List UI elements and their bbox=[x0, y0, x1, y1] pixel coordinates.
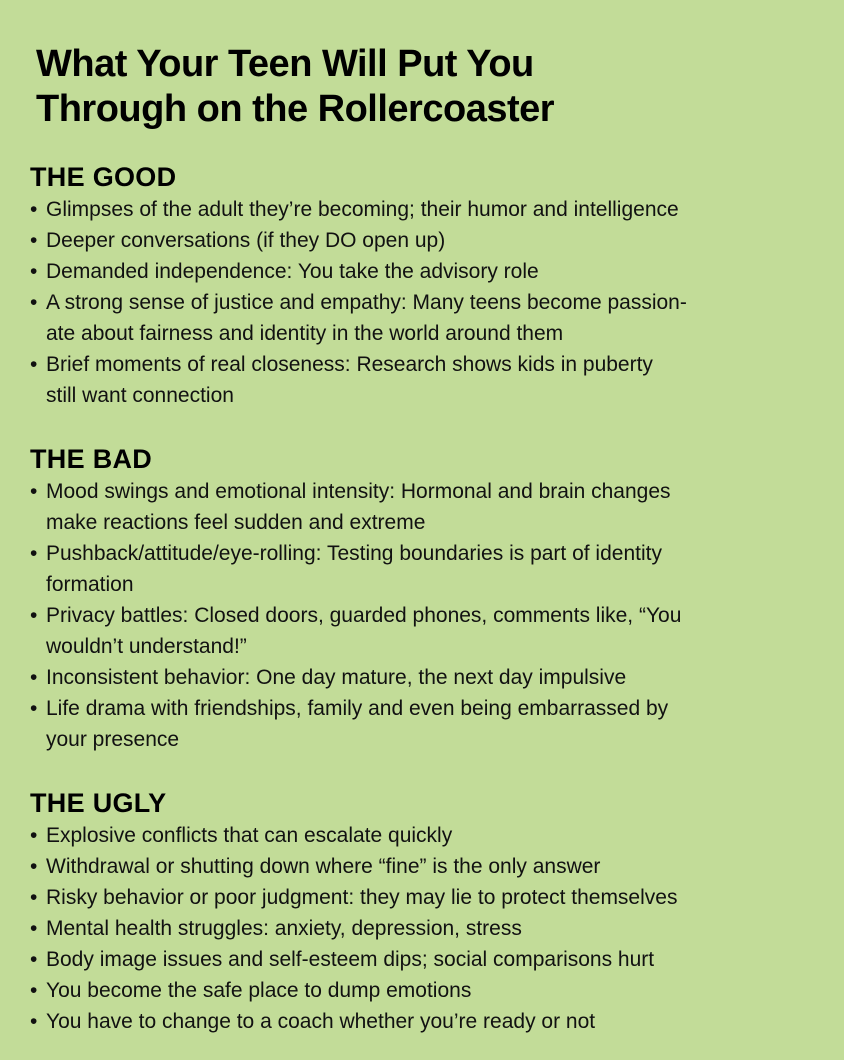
page-title-line-2: Through on the Rollercoaster bbox=[36, 88, 555, 130]
list-item-text-continued: wouldn’t understand!” bbox=[46, 635, 247, 658]
list-item-text: Body image issues and self-esteem dips; social comparisons hurt bbox=[46, 948, 655, 971]
section-heading-good: THE GOOD bbox=[30, 162, 177, 192]
list-item bbox=[30, 287, 820, 349]
list-item bbox=[30, 1006, 820, 1037]
list-item-text: Privacy battles: Closed doors, guarded phones, comments like, “You bbox=[46, 604, 682, 627]
list-item bbox=[30, 600, 820, 662]
list-item-text: Mood swings and emotional intensity: Hormonal and brain changes bbox=[46, 480, 671, 503]
list-item bbox=[30, 538, 820, 600]
list-item-text-continued: formation bbox=[46, 573, 134, 596]
list-item bbox=[30, 476, 820, 538]
list-item-text: Inconsistent behavior: One day mature, the next day impulsive bbox=[46, 666, 627, 689]
ugly-list bbox=[30, 820, 820, 1037]
list-item-text: You become the safe place to dump emotions bbox=[46, 979, 472, 1002]
list-item-text: Brief moments of real closeness: Research shows kids in puberty bbox=[46, 353, 653, 376]
list-item-text: A strong sense of justice and empathy: Many teens become passion- bbox=[46, 291, 687, 314]
list-item bbox=[30, 913, 820, 944]
list-item-text: Pushback/attitude/eye-rolling: Testing boundaries is part of identity bbox=[46, 542, 662, 565]
list-item-text: Glimpses of the adult they’re becoming; their humor and intelligence bbox=[46, 198, 679, 221]
list-item bbox=[30, 820, 820, 851]
list-item bbox=[30, 693, 820, 755]
list-item bbox=[30, 851, 820, 882]
list-item-text: Mental health struggles: anxiety, depression, stress bbox=[46, 917, 522, 940]
list-item bbox=[30, 256, 820, 287]
list-item-text: Withdrawal or shutting down where “fine” is the only answer bbox=[46, 855, 601, 878]
section-heading-ugly: THE UGLY bbox=[30, 788, 167, 818]
list-item bbox=[30, 194, 820, 225]
list-item bbox=[30, 975, 820, 1006]
section-bad bbox=[30, 442, 820, 755]
list-item-text: Deeper conversations (if they DO open up) bbox=[46, 229, 446, 252]
section-good bbox=[30, 160, 820, 411]
list-item-text: You have to change to a coach whether you’re ready or not bbox=[46, 1010, 596, 1033]
list-item bbox=[30, 225, 820, 256]
list-item-text: Risky behavior or poor judgment: they may lie to protect themselves bbox=[46, 886, 678, 909]
list-item bbox=[30, 662, 820, 693]
list-item-text: Explosive conflicts that can escalate quickly bbox=[46, 824, 453, 847]
bad-list bbox=[30, 476, 820, 755]
list-item bbox=[30, 944, 820, 975]
list-item-text: Life drama with friendships, family and even being embarrassed by bbox=[46, 697, 669, 720]
page-title bbox=[36, 42, 816, 132]
section-heading-bad: THE BAD bbox=[30, 444, 153, 474]
section-ugly bbox=[30, 786, 820, 1037]
list-item-text-continued: your presence bbox=[46, 728, 180, 751]
list-item-text: Demanded independence: You take the advisory role bbox=[46, 260, 539, 283]
good-list bbox=[30, 194, 820, 411]
list-item bbox=[30, 882, 820, 913]
page-title-line-1: What Your Teen Will Put You bbox=[36, 43, 534, 85]
list-item-text-continued: make reactions feel sudden and extreme bbox=[46, 511, 426, 534]
list-item-text-continued: still want connection bbox=[46, 384, 234, 407]
list-item bbox=[30, 349, 820, 411]
list-item-text-continued: ate about fairness and identity in the world around them bbox=[46, 322, 564, 345]
